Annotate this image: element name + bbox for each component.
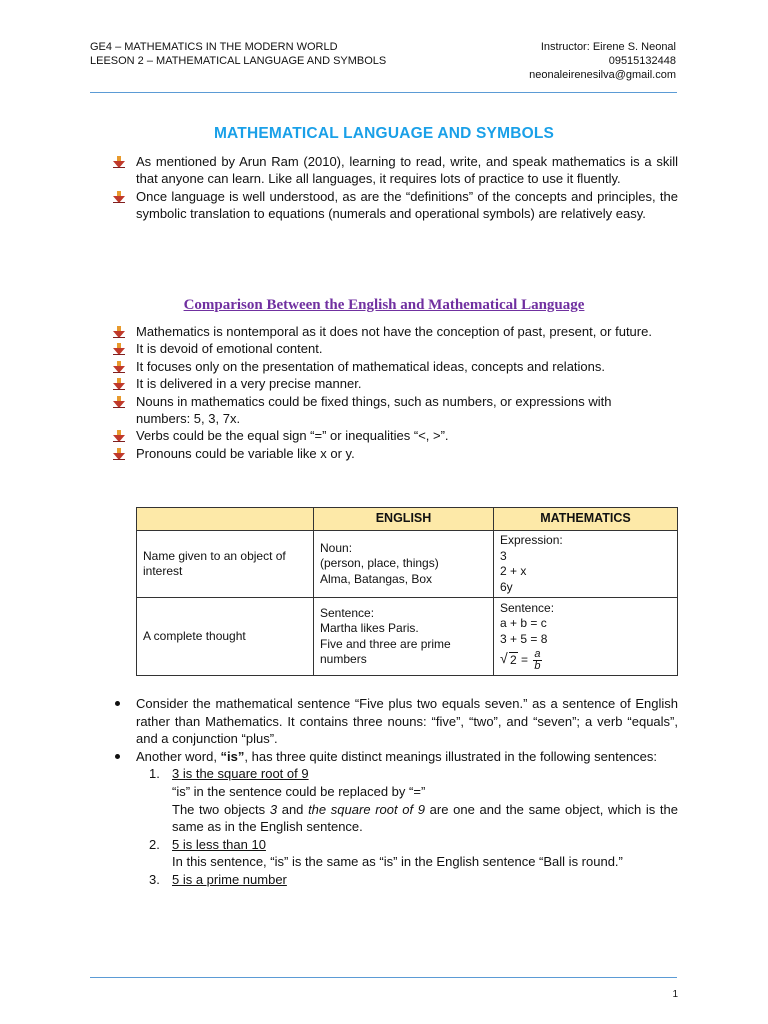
fraction: $\frac{a}{b}$ <box>534 648 541 673</box>
course-title: GE4 – MATHEMATICS IN THE MODERN WORLD <box>90 41 338 53</box>
instructor-email: neonaleirenesilva@gmail.com <box>529 69 676 81</box>
bullet-arrow-icon <box>113 191 125 203</box>
sqrt-symbol: √ 2 <box>500 649 517 667</box>
bullet-arrow-icon <box>113 396 125 408</box>
section-subtitle: Comparison Between the English and Mathematical Language <box>183 297 585 313</box>
sqrt-formula: √ 2 = $\frac{a}{b}$ <box>500 648 541 673</box>
header-divider <box>90 92 677 93</box>
discussion-list <box>113 695 678 889</box>
table-header-row <box>137 508 678 531</box>
table-cell-english: Noun: (person, place, things) Alma, Batangas, Box <box>314 531 494 598</box>
instructor-phone: 09515132448 <box>608 55 676 67</box>
list-item: 1. 3 is the square root of 9 “is” in the sentence could be replaced by “=” The two objects 3 and the square root of 9 are one and the same object, which is the same as in the English sentence. <box>149 766 678 835</box>
comparison-bullet-list <box>113 323 658 462</box>
bullet-arrow-icon <box>113 326 125 338</box>
list-item: Once language is well understood, as are the “definitions” of the concepts and principles, the symbolic translation to equations (numerals and operational symbols) are relatively easy. <box>113 188 678 223</box>
list-item: 3. 5 is a prime number <box>149 871 287 887</box>
numbered-list <box>149 765 678 888</box>
list-item: 2. 5 is less than 10 In this sentence, “is” is the same as “is” in the English sentence “Ball is round.” <box>149 836 623 870</box>
bullet-arrow-icon <box>113 361 125 373</box>
bullet-dot-icon <box>115 701 120 706</box>
list-item: Mathematics is nontemporal as it does not have the conception of past, present, or future. <box>113 323 658 340</box>
table-row <box>137 531 678 598</box>
table-row <box>137 598 678 676</box>
list-item: Verbs could be the equal sign “=” or inequalities “<, >”. <box>113 427 658 444</box>
footer-divider <box>90 977 677 978</box>
table-header-cell: ENGLISH <box>314 508 494 531</box>
bullet-arrow-icon <box>113 343 125 355</box>
list-item: As mentioned by Arun Ram (2010), learning to read, write, and speak mathematics is a skill that anyone can learn. Like all languages, it requires lots of practice to use it fluently. <box>113 153 678 188</box>
list-item: It focuses only on the presentation of mathematical ideas, concepts and relations. <box>113 358 658 375</box>
bullet-arrow-icon <box>113 430 125 442</box>
list-item: It is devoid of emotional content. <box>113 340 658 357</box>
bullet-arrow-icon <box>113 156 125 168</box>
lesson-title: LEESON 2 – MATHEMATICAL LANGUAGE AND SYMBOLS <box>90 55 387 67</box>
table-cell-label: A complete thought <box>137 598 314 676</box>
bullet-arrow-icon <box>113 448 125 460</box>
bullet-dot-icon <box>115 754 120 759</box>
table-cell-math: Expression: 3 2 + x 6y <box>494 531 678 598</box>
page-number: 1 <box>672 989 678 1000</box>
comparison-table <box>136 507 678 676</box>
header-left <box>90 40 386 68</box>
list-item: Pronouns could be variable like x or y. <box>113 445 658 462</box>
list-item: Consider the mathematical sentence “Five plus two equals seven.” as a sentence of English rather than Mathematics. It contains three nouns: “five”, “two”, and “seven”; a verb “equals”, and a conjunction “plus”. <box>113 695 678 748</box>
table-cell-label: Name given to an object of interest <box>137 531 314 598</box>
table-cell-math: Sentence: a + b = c 3 + 5 = 8 √ 2 = $\frac{a}{b}$ <box>494 598 678 676</box>
list-item: It is delivered in a very precise manner. <box>113 375 658 392</box>
instructor-name: Instructor: Eirene S. Neonal <box>540 41 676 53</box>
table-header-cell: MATHEMATICS <box>494 508 678 531</box>
list-item: Another word, “is”, has three quite distinct meanings illustrated in the following sentences: 1. 3 is the square root of 9 “is” in the sentence could be replaced by “=” The two objects 3 and the square root of 9 are one and the same object, which is the same as in the English sentence. 2. 5 is less than 10 In this sentence, “is” is the same as “is” in the English sentence “Ball is round.” 3. 5 is a prime number <box>113 748 678 889</box>
page-title: MATHEMATICAL LANGUAGE AND SYMBOLS <box>213 125 555 142</box>
list-item: Nouns in mathematics could be fixed things, such as numbers, or expressions with numbers: 5, 3, 7x. <box>113 393 658 428</box>
table-header-cell <box>137 508 314 531</box>
intro-bullet-list <box>113 153 678 223</box>
table-cell-english: Sentence: Martha likes Paris. Five and three are prime numbers <box>314 598 494 676</box>
header-right <box>529 40 676 82</box>
bullet-arrow-icon <box>113 378 125 390</box>
